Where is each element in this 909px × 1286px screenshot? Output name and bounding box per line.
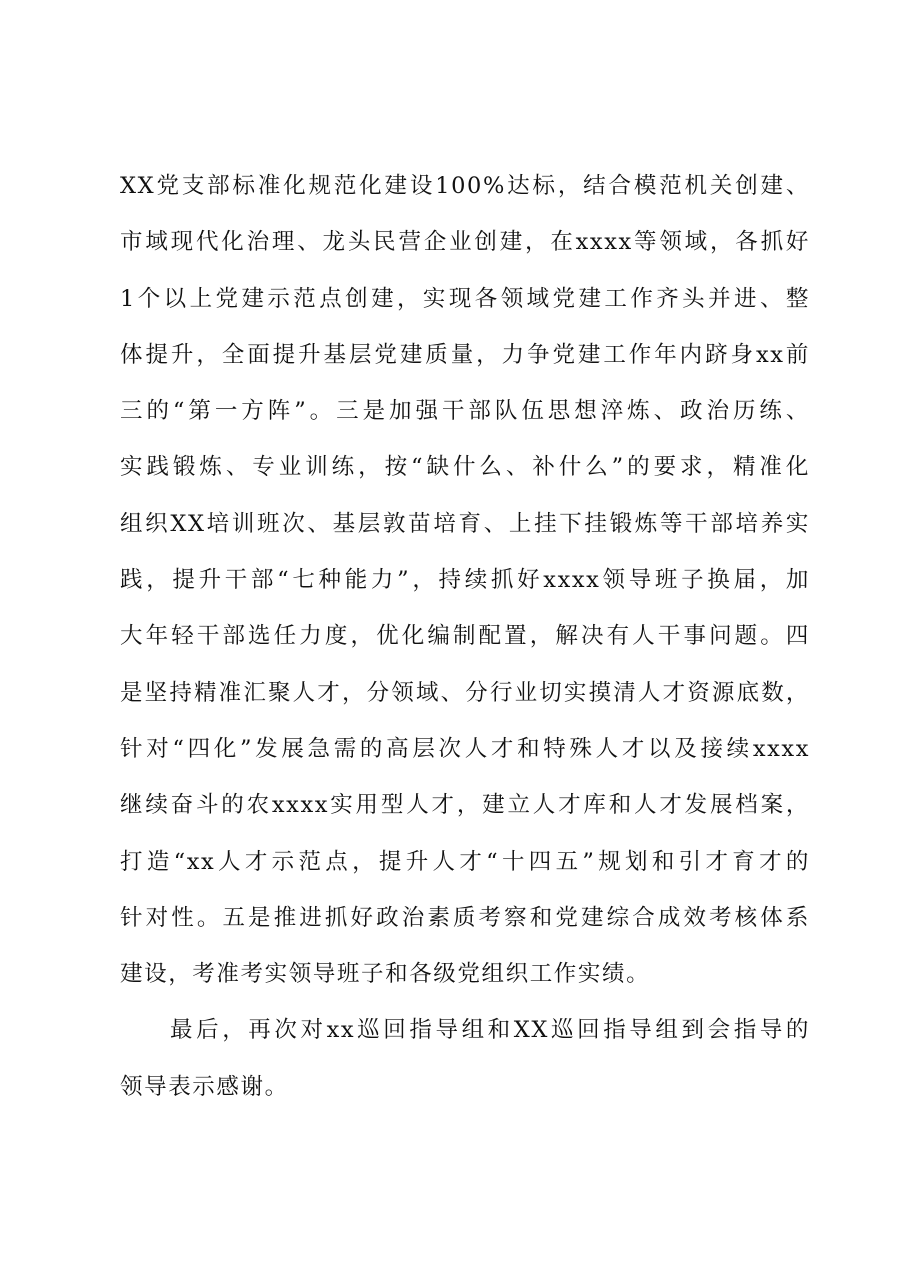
text-line: XX党支部标准化规范化建设100%达标，结合模范机关创建、 [120,173,810,199]
text-line: 建设，考准考实领导班子和各级党组织工作实绩。 [120,961,651,988]
text-line: 打造“xx人才示范点，提升人才“十四五”规划和引才育才的 [120,848,810,875]
text-line: 领导表示感谢。 [120,1073,289,1100]
text-line: 针对“四化”发展急需的高层次人才和特殊人才以及接续xxxx [120,735,810,762]
text-line: 市域现代化治理、龙头民营企业创建，在xxxx等领域，各抓好 [120,229,810,256]
text-line: 体提升，全面提升基层党建质量，力争党建工作年内跻身xx前 [120,341,810,368]
text-line: 组织XX培训班次、基层敦苗培育、上挂下挂锻炼等干部培养实 [120,510,810,537]
text-line: 是坚持精准汇聚人才，分领域、分行业切实摸清人才资源底数， [120,679,810,706]
text-line: 大年轻干部选任力度，优化编制配置，解决有人干事问题。四 [120,623,810,650]
text-line: 针对性。五是推进抓好政治素质考察和党建综合成效考核体系 [120,904,810,931]
document-body [120,158,810,1115]
paragraph-1 [120,158,810,1002]
text-line: 践，提升干部“七种能力”，持续抓好xxxx领导班子换届，加 [120,567,810,594]
text-line: 三的“第一方阵”。三是加强干部队伍思想淬炼、政治历练、 [120,398,810,425]
text-line: 1个以上党建示范点创建，实现各领域党建工作齐头并进、整 [120,285,810,312]
text-line: 最后，再次对xx巡回指导组和XX巡回指导组到会指导的 [170,1017,810,1044]
paragraph-2 [120,1002,810,1115]
text-line: 继续奋斗的农xxxx实用型人才，建立人才库和人才发展档案， [120,792,810,819]
text-line: 实践锻炼、专业训练，按“缺什么、补什么”的要求，精准化 [120,454,810,481]
